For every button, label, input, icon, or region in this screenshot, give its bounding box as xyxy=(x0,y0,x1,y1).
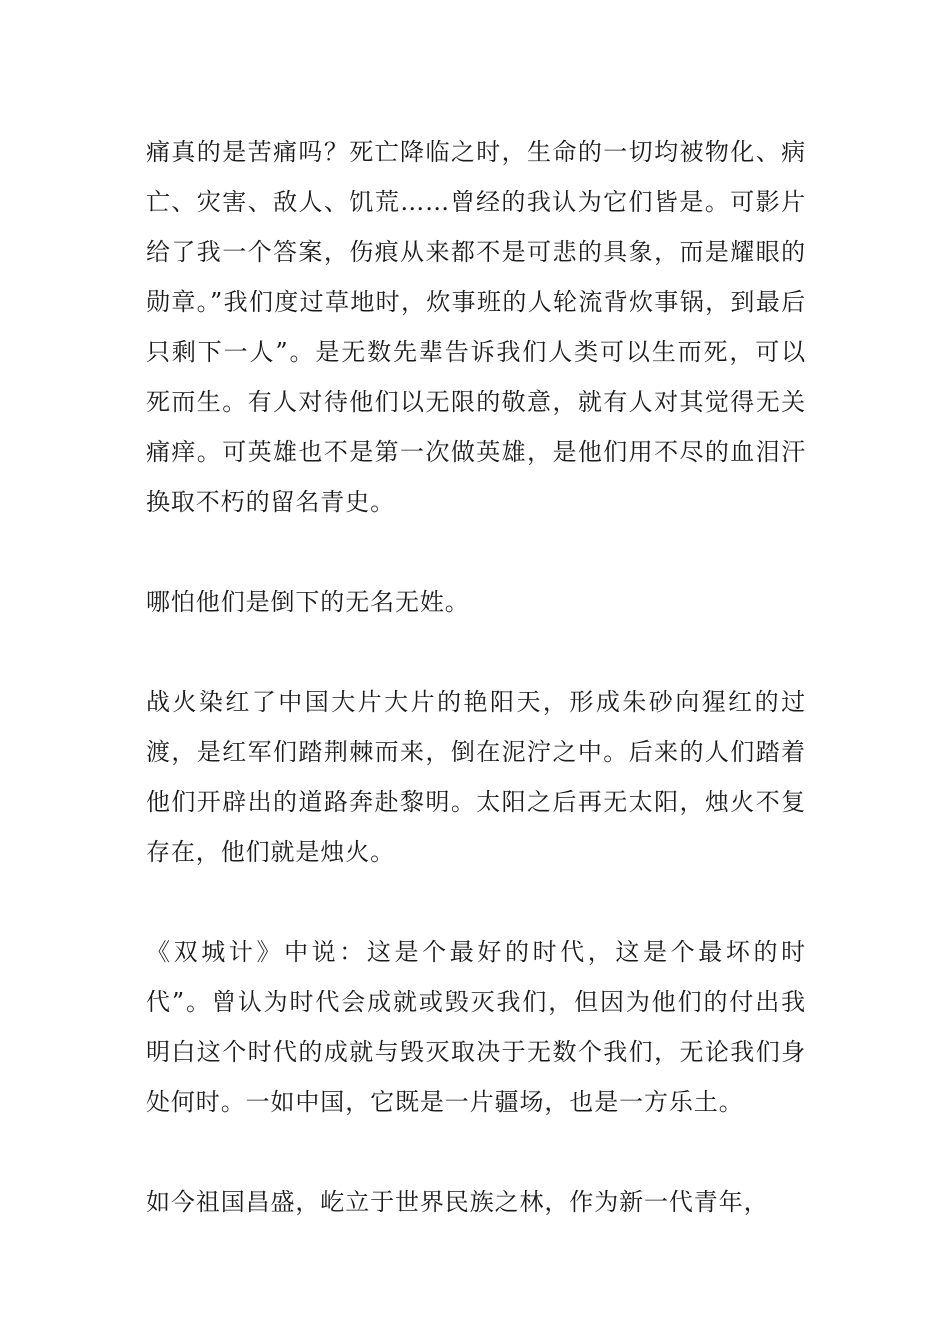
paragraph-1: 痛真的是苦痛吗？死亡降临之时，生命的一切均被物化、病亡、灾害、敌人、饥荒……曾经的我认为它们皆是。可影片给了我一个答案，伤痕从来都不是可悲的具象，而是耀眼的勋章。”我们度过草地时，炊事班的人轮流背炊事锅，到最后只剩下一人”。是无数先辈告诉我们人类可以生而死，可以死而生。有人对待他们以无限的敬意，就有人对其觉得无关痛痒。可英雄也不是第一次做英雄，是他们用不尽的血泪汗换取不朽的留名青史。 xyxy=(146,138,806,516)
paragraph-3: 战火染红了中国大片大片的艳阳天，形成朱砂向猩红的过渡，是红军们踏荆棘而来，倒在泥泞之中。后来的人们踏着他们开辟出的道路奔赴黎明。太阳之后再无太阳，烛火不复存在，他们就是烛火。 xyxy=(146,688,806,866)
paragraph-5: 如今祖国昌盛，屹立于世界民族之林，作为新一代青年， xyxy=(146,1188,769,1216)
paragraph-2: 哪怕他们是倒下的无名无姓。 xyxy=(146,588,470,616)
paragraph-4: 《双城计》中说：这是个最好的时代，这是个最坏的时代”。曾认为时代会成就或毁灭我们，但因为他们的付出我明白这个时代的成就与毁灭取决于无数个我们，无论我们身处何时。一如中国，它既是一片疆场，也是一方乐土。 xyxy=(146,938,806,1116)
document-body xyxy=(146,127,806,1277)
